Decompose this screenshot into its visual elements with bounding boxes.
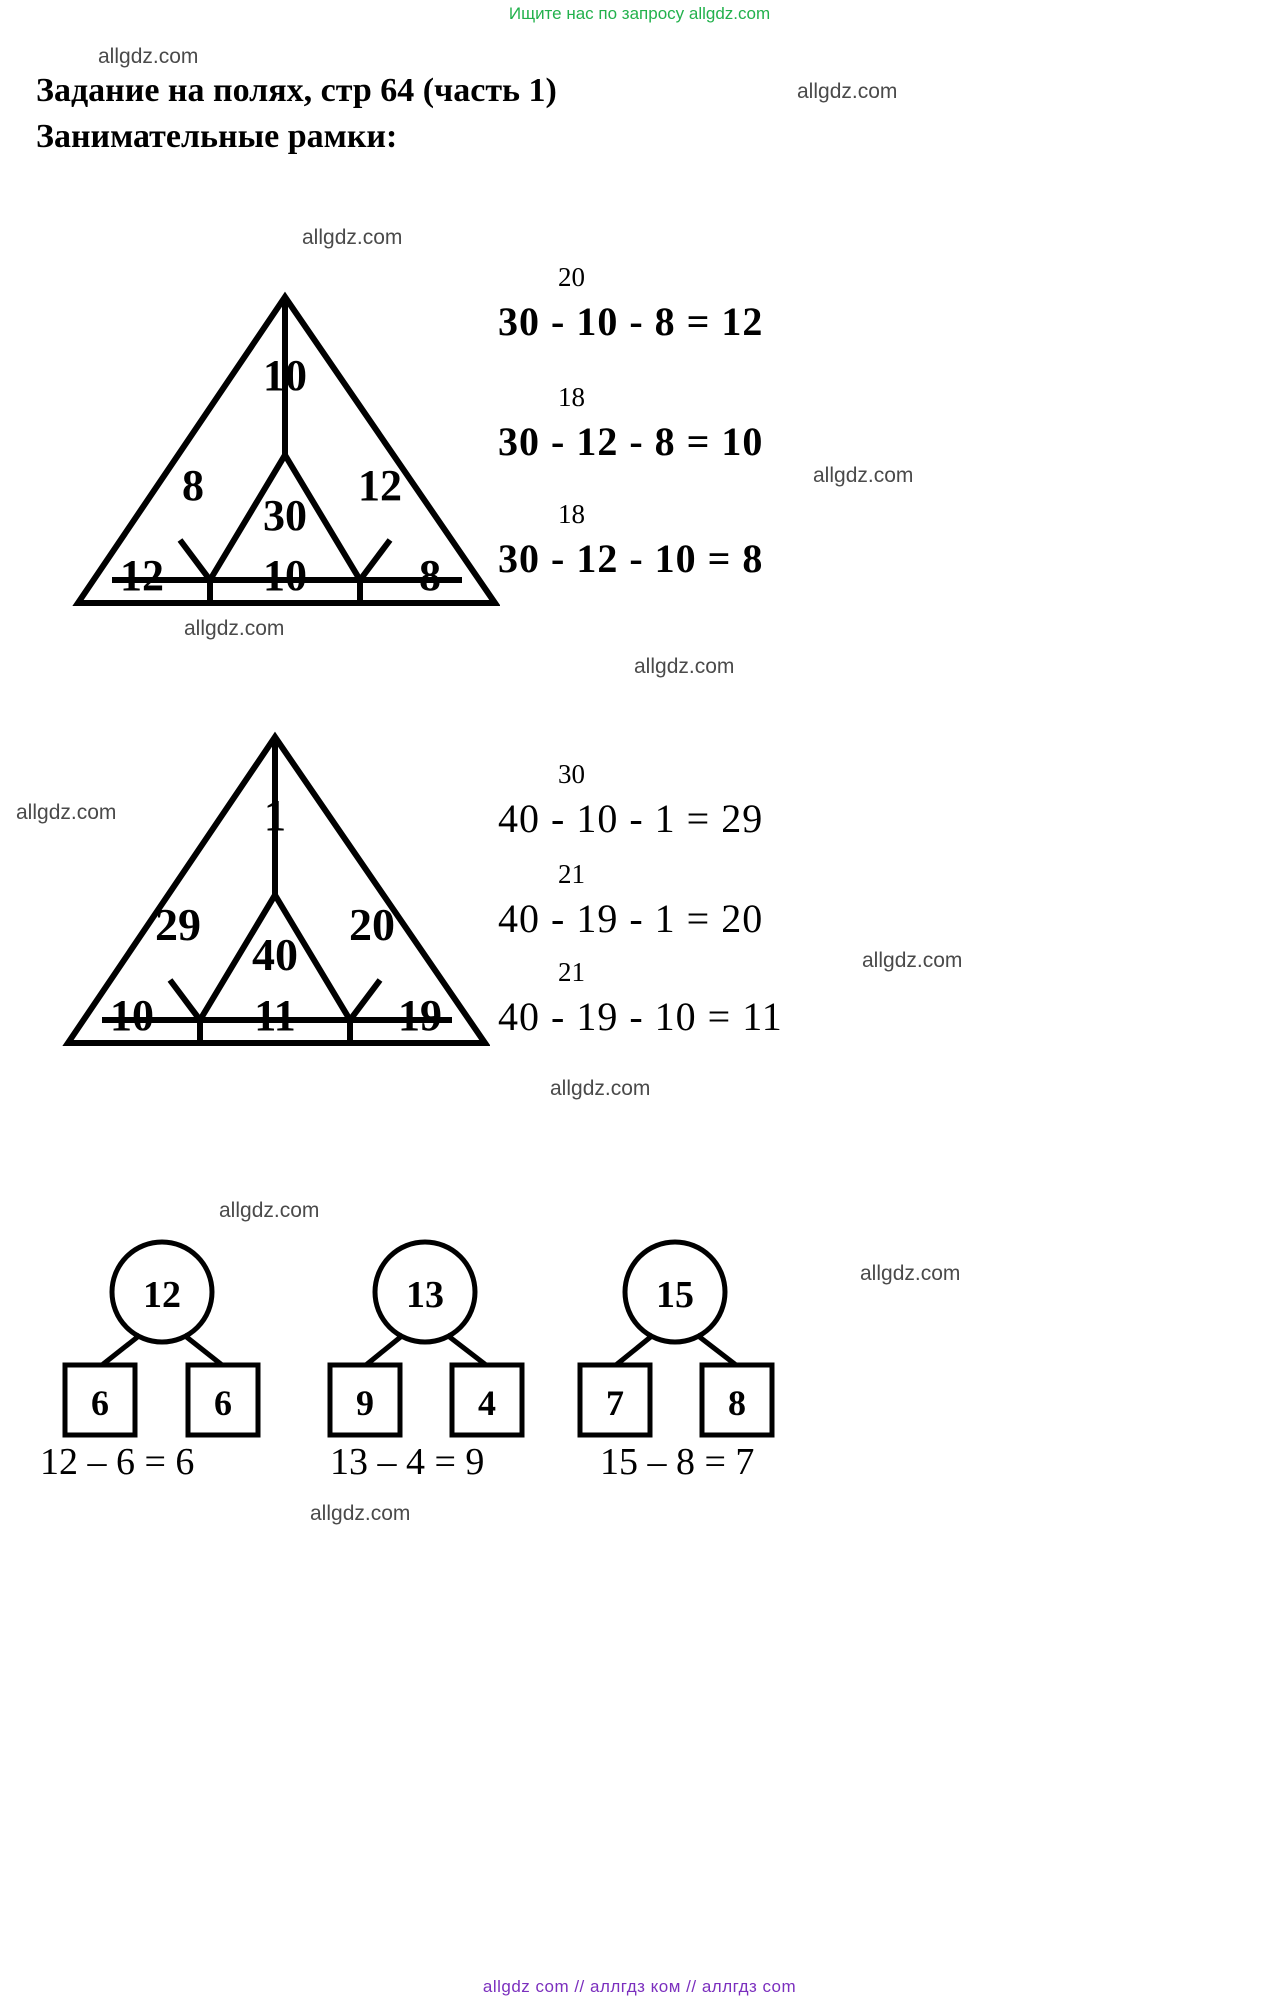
triangle1-left: 8 [182,461,204,510]
watermark: allgdz.com [634,655,735,678]
circle-2-left: 9 [356,1383,374,1423]
equation-1-1 [498,262,764,345]
watermark: allgdz.com [813,464,914,487]
equation-2-3 [498,957,783,1040]
watermark: allgdz.com [184,617,285,640]
equation-2-2-note: 21 [558,859,585,889]
page-title: Задание на полях, стр 64 (часть 1) [36,72,557,109]
triangle2-center: 40 [252,929,298,980]
triangle2-bottom-left: 10 [110,991,154,1040]
circle-2-value: 13 [406,1274,444,1316]
circle-3-value: 15 [656,1274,694,1316]
circle-1-value: 12 [143,1274,181,1316]
equation-2-1-text: 40 - 10 - 1 = 29 [498,796,764,841]
equation-1-3-text: 30 - 12 - 10 = 8 [498,536,764,581]
bottom-equation-2: 13 – 4 = 9 [330,1441,485,1483]
equation-2-2-text: 40 - 19 - 1 = 20 [498,896,764,941]
watermark: allgdz.com [302,226,403,249]
triangle1-bottom-center: 10 [263,551,307,600]
equation-1-3 [498,499,764,582]
triangle2-bottom-right: 19 [398,991,442,1040]
page-subtitle: Занимательные рамки: [36,118,398,155]
bottom-equation-3: 15 – 8 = 7 [600,1441,755,1483]
equation-2-3-text: 40 - 19 - 10 = 11 [498,994,783,1039]
triangle2-right: 20 [349,899,395,950]
watermark: allgdz.com [860,1262,961,1285]
bottom-promo-banner: allgdz com // аллгдз ком // аллгдз com [482,1977,797,1996]
watermark: allgdz.com [797,80,898,103]
triangle1-bottom-right: 8 [419,551,441,600]
triangle1-right: 12 [358,461,402,510]
equation-1-1-note: 20 [558,262,585,292]
circle-1-right: 6 [214,1383,232,1423]
equation-2-2 [498,859,764,942]
circle-1-left: 6 [91,1383,109,1423]
top-promo-banner: Ищите нас по запросу allgdz.com [508,4,771,23]
watermark: allgdz.com [550,1077,651,1100]
equation-1-2-text: 30 - 12 - 8 = 10 [498,419,764,464]
triangle2-top: 1 [264,791,286,840]
triangle1-bottom-left: 12 [120,551,164,600]
bottom-equation-1: 12 – 6 = 6 [40,1441,195,1483]
equation-1-2-note: 18 [558,382,585,412]
circle-3-right: 8 [728,1383,746,1423]
equation-1-1-text: 30 - 10 - 8 = 12 [498,299,764,344]
triangle2-left: 29 [155,899,201,950]
triangle1-top: 10 [263,351,307,400]
watermark: allgdz.com [862,949,963,972]
triangle1-center: 30 [263,491,307,540]
circle-3-left: 7 [606,1383,624,1423]
watermark: allgdz.com [16,801,117,824]
circle-2-right: 4 [478,1383,496,1423]
watermark: allgdz.com [310,1502,411,1525]
circle-diagrams [40,1230,800,1455]
triangle-diagram-1 [70,285,500,620]
watermark: allgdz.com [98,45,199,68]
triangle2-bottom-center: 11 [254,991,296,1040]
equation-2-1 [498,759,764,842]
equation-1-3-note: 18 [558,499,585,529]
equation-2-3-note: 21 [558,957,585,987]
equation-1-2 [498,382,764,465]
watermark: allgdz.com [219,1199,320,1222]
triangle-diagram-2 [60,725,490,1060]
equation-2-1-note: 30 [558,759,585,789]
